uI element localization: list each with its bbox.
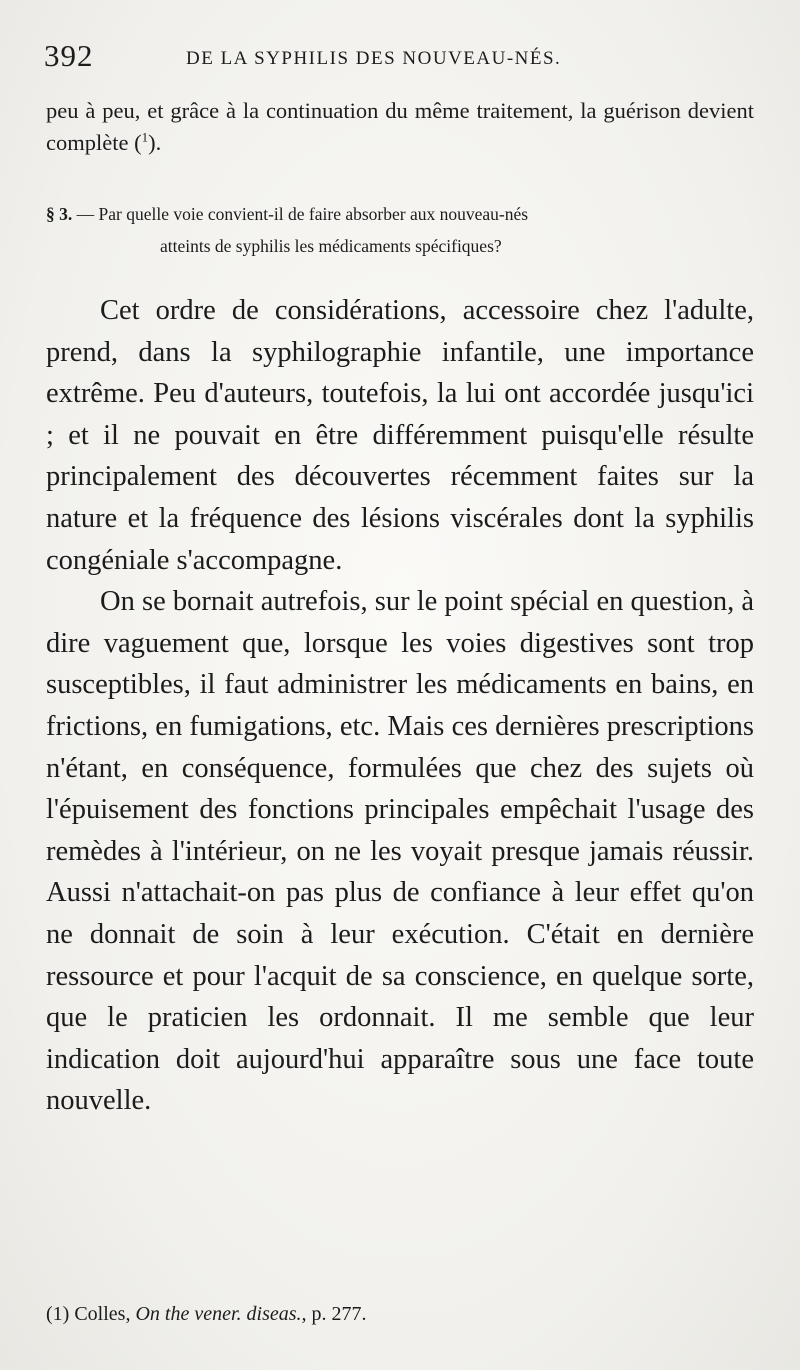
section-heading-line-2: atteints de syphilis les médicaments spécifiques? xyxy=(160,236,502,256)
intro-paragraph xyxy=(46,95,754,159)
intro-text-end: ). xyxy=(148,130,162,155)
running-head xyxy=(44,36,756,76)
footnote-ref[interactable]: 1 xyxy=(141,129,149,145)
footnote-work: On the vener. diseas., xyxy=(135,1303,307,1325)
running-head-title: DE LA SYPHILIS DES NOUVEAU-NÉS. xyxy=(186,48,562,69)
section-dash: — xyxy=(76,204,95,224)
body-text xyxy=(46,290,754,1122)
section-number: § 3. xyxy=(46,204,73,224)
section-question: Par quelle voie convient-il de faire absorber aux nouveau-nés xyxy=(98,204,529,224)
section-heading xyxy=(46,198,754,262)
paragraph-2: On se bornait autrefois, sur le point spécial en question, à dire vaguement que, lorsque les voies digestives sont trop susceptibles, il faut administrer les médicaments en bains, en frictions, en fumigations, etc. Mais ces dernières prescriptions n'étant, en conséquence, formulées que chez des sujets où l'épuisement des fonctions principales empêchait l'usage des remèdes à l'intérieur, on ne les voyait presque jamais réussir. Aussi n'attachait-on pas plus de confiance à leur effet qu'on ne donnait de soin à leur exécution. C'était en dernière ressource et pour l'acquit de sa conscience, en quelque sorte, que le praticien les ordonnait. Il me semble que leur indication doit aujourd'hui apparaître sous une face toute nouvelle. xyxy=(46,586,754,1117)
paragraph-1: Cet ordre de considérations, accessoire chez l'adulte, prend, dans la syphilographie infantile, une importance extrême. Peu d'auteurs, toutefois, la lui ont accordée jusqu'ici ; et il ne pouvait en être différemment puisqu'elle résulte principalement des découvertes récemment faites sur la nature et la fréquence des lésions viscérales dont la syphilis congéniale s'accompagne. xyxy=(46,295,754,576)
footnote xyxy=(46,1300,754,1328)
footnote-page: p. 277. xyxy=(311,1303,367,1325)
section-heading-line-1 xyxy=(46,198,754,230)
footnote-author: Colles, xyxy=(74,1303,131,1325)
page-number: 392 xyxy=(44,38,94,73)
footnote-marker: (1) xyxy=(46,1303,70,1325)
intro-text: peu à peu, et grâce à la continuation du même traitement, la guérison devient complète ( xyxy=(46,98,754,155)
